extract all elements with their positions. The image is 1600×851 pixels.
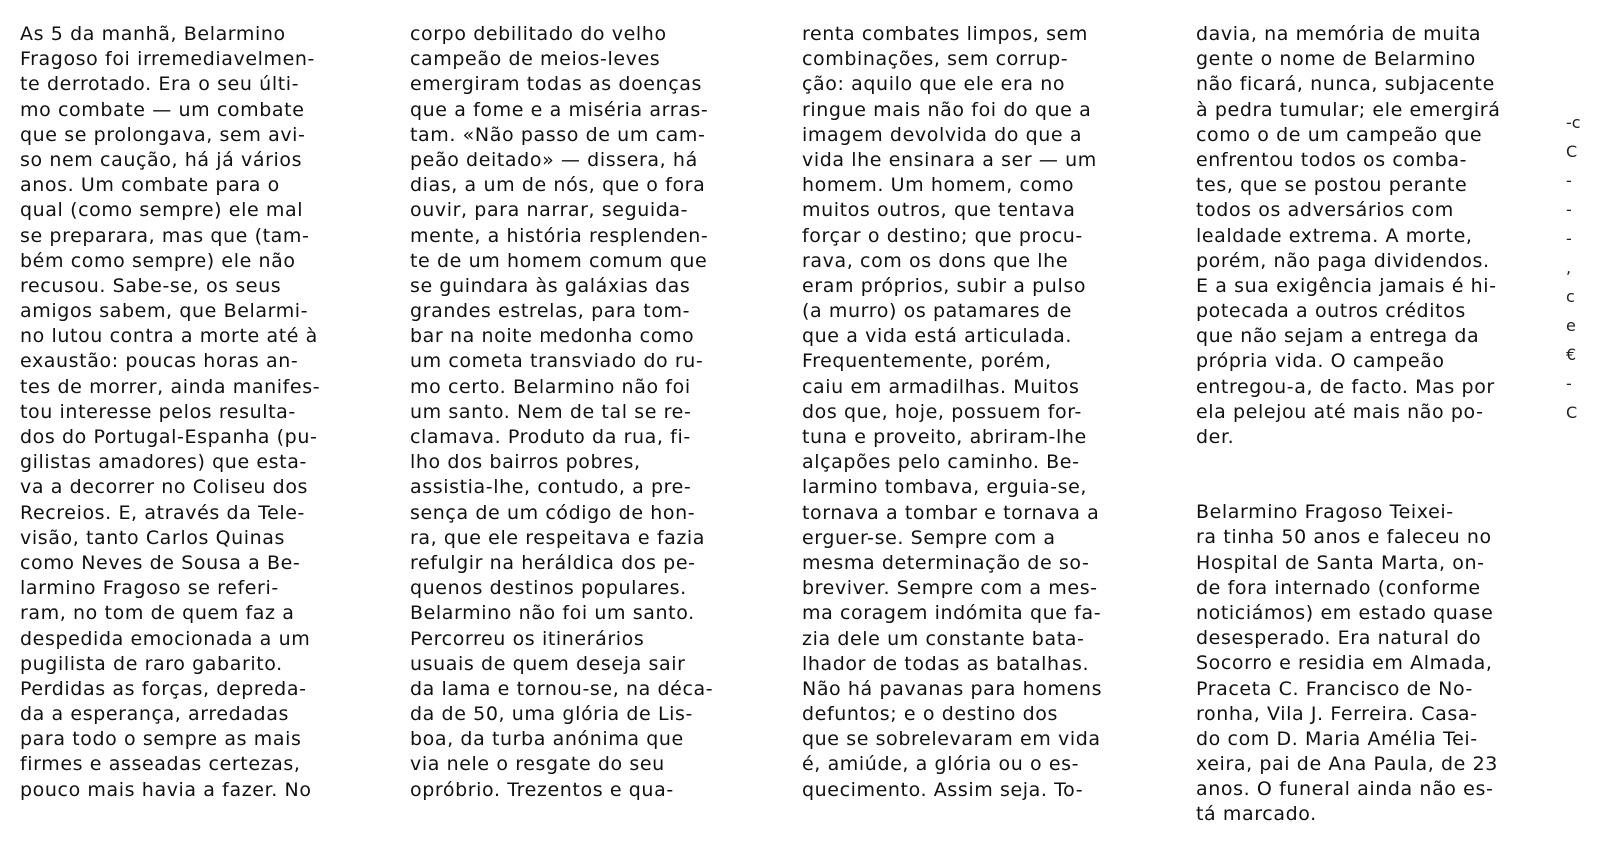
text-line: boa, da turba anónima que [410,728,684,751]
text-line: grandes estrelas, para tom- [410,300,691,323]
edge-fragment: e [1566,316,1576,335]
text-line: de fora internado (conforme [1196,576,1481,599]
text-line: forçar o destino; que procu- [802,224,1083,247]
text-line: é, amiúde, a glória ou o es- [802,753,1080,776]
text-line: Hospital de Santa Marta, on- [1196,551,1485,574]
text-line: da lama e tornou-se, na déca- [410,677,714,700]
text-line: peão deitado» — dissera, há [410,148,698,171]
text-line: combinações, sem corrup- [802,48,1069,71]
text-line: da a esperança, arredadas [20,703,289,726]
text-line: dos que, hoje, possuem for- [802,400,1082,423]
text-line: Percorreu os itinerários [410,627,645,650]
text-line: xeira, pai de Ana Paula, de 23 [1196,753,1498,776]
column-4-paragraph-main [1196,22,1556,450]
text-line: homem. Um homem, como [802,174,1075,197]
text-line: Recreios. E, através da Tele- [20,501,305,524]
edge-fragment: - [1566,374,1572,393]
text-line: para todo o sempre as mais [20,728,302,751]
text-line: que se prolongava, sem avi- [20,123,306,146]
text-line: campeão de meios-leves [410,48,661,71]
text-line: tam. «Não passo de um cam- [410,123,706,146]
edge-fragment: - [1566,200,1572,219]
text-line: desesperado. Era natural do [1196,627,1482,650]
text-line: refulgir na heráldica dos pe- [410,551,696,574]
text-line: tou interesse pelos resulta- [20,400,296,423]
text-line: enfrentou todos os comba- [1196,148,1468,171]
text-line: ra, que ele respeitava e fazia [410,526,706,549]
edge-fragment: - [1566,171,1572,190]
column-4-paragraph-obituary [1196,500,1556,827]
text-line: so nem caução, há já vários [20,148,303,171]
text-line: gilistas amadores) que esta- [20,451,307,474]
text-line: breviver. Sempre com a mes- [802,577,1098,600]
text-line: renta combates limpos, sem [802,23,1089,45]
text-line: Frequentemente, porém, [802,350,1052,373]
edge-fragment: -c [1566,113,1581,132]
text-line: ção: aquilo que ele era no [802,73,1066,96]
text-line: defuntos; e o destino dos [802,703,1058,726]
text-line: ringue mais não foi do que a [802,98,1092,121]
text-line: tes de morrer, ainda manifes- [20,375,321,398]
text-line: E a sua exigência jamais é hi- [1196,274,1497,297]
text-line: não ficará, nunca, subjacente [1196,73,1495,96]
text-line: tornava a tombar e tornava a [802,501,1100,524]
text-line: dos do Portugal-Espanha (pu- [20,426,318,448]
text-line: que a fome e a miséria arras- [410,98,709,121]
text-line: alçapões pelo caminho. Be- [802,451,1080,474]
text-line: corpo debilitado do velho [410,23,667,45]
edge-fragment: C [1566,142,1578,161]
edge-fragment: - [1566,229,1572,248]
text-line: que a vida está articulada. [802,325,1073,348]
text-line: bém como sempre) ele não [20,249,296,272]
text-line: Socorro e residia em Almada, [1196,652,1493,675]
text-line: despedida emocionada a um [20,627,311,650]
text-line: opróbrio. Trezentos e qua- [410,778,674,801]
text-line: mente, a história resplenden- [410,224,709,247]
text-line: todos os adversários com [1196,199,1454,222]
text-line: potecada a outros créditos [1196,300,1466,323]
text-line: se preparara, mas que (tam- [20,224,310,247]
article-column-1 [20,22,392,803]
text-line: te derrotado. Era o seu últi- [20,73,300,96]
text-line: da de 50, uma glória de Lis- [410,703,693,726]
text-line: assistia-lhe, contudo, a pre- [410,476,692,499]
text-line: firmes e asseadas certezas, [20,753,301,776]
edge-fragment: C [1566,403,1578,422]
edge-fragment: , [1566,258,1572,277]
text-line: ra tinha 50 anos e faleceu no [1196,526,1492,549]
text-line: lho dos bairros pobres, [410,451,641,474]
text-line: do com D. Maria Amélia Tei- [1196,727,1478,750]
text-line: gente o nome de Belarmino [1196,48,1476,71]
text-line: Não há pavanas para homens [802,677,1103,700]
text-line: anos. Um combate para o [20,174,280,197]
paragraph-gap [1196,450,1556,500]
text-line: rava, com os dons que lhe [802,249,1069,272]
text-line: sença de um código de hon- [410,501,696,524]
text-line: (a murro) os patamares de [802,300,1072,323]
text-line: lhador de todas as batalhas. [802,652,1090,675]
text-line: dias, a um de nós, que o fora [410,174,706,197]
text-line: emergiram todas as doenças [410,73,703,96]
text-line: eram próprios, subir a pulso [802,274,1087,297]
text-line: exaustão: poucas horas an- [20,350,299,373]
text-line: qual (como sempre) ele mal [20,199,304,222]
text-line: que não sejam a entrega da [1196,325,1480,348]
text-line: Perdidas as forças, depreda- [20,677,307,700]
text-line: mesma determinação de so- [802,551,1090,574]
text-line: porém, não paga dividendos. [1196,249,1490,272]
text-line: entregou-a, de facto. Mas por [1196,375,1495,398]
text-line: Belarmino Fragoso Teixei- [1196,501,1454,524]
text-line: que se sobrelevaram em vida [802,728,1101,751]
text-line: como o de um campeão que [1196,123,1483,146]
text-line: va a decorrer no Coliseu dos [20,476,309,499]
text-line: se guindara às galáxias das [410,274,691,297]
article-column-4 [1196,22,1556,828]
text-line: ram, no tom de quem faz a [20,602,295,625]
text-line: Belarmino não foi um santo. [410,602,695,625]
text-line: te de um homem comum que [410,249,708,272]
text-line: própria vida. O campeão [1196,350,1445,373]
text-line: erguer-se. Sempre com a [802,526,1056,549]
text-line: Fragoso foi irremediavelmen- [20,48,316,71]
text-line: quenos destinos populares. [410,577,687,600]
text-line: larmino Fragoso se referi- [20,577,279,600]
text-line: der. [1196,426,1235,448]
text-line: no lutou contra a morte até à [20,325,318,348]
text-line: pugilista de raro gabarito. [20,652,283,675]
text-line: caiu em armadilhas. Muitos [802,375,1080,398]
text-line: um cometa transviado do ru- [410,350,704,373]
text-line: ouvir, para narrar, seguida- [410,199,689,222]
adjacent-column-edge-fragments [1566,108,1596,422]
text-line: tuna e proveito, abriram-lhe [802,426,1087,448]
text-line: muitos outros, que tentava [802,199,1076,222]
text-line: quecimento. Assim seja. To- [802,778,1084,801]
text-line: como Neves de Sousa a Be- [20,551,301,574]
text-line: imagem devolvida do que a [802,123,1083,146]
text-line: tes, que se postou perante [1196,174,1468,197]
edge-fragment: € [1566,345,1577,364]
text-line: ronha, Vila J. Ferreira. Casa- [1196,702,1478,725]
text-line: As 5 da manhã, Belarmino [20,23,286,45]
text-line: bar na noite medonha como [410,325,695,348]
text-line: clamava. Produto da rua, fi- [410,426,691,448]
text-line: Praceta C. Francisco de No- [1196,677,1474,700]
text-line: amigos sabem, que Belarmi- [20,300,309,323]
text-line: um santo. Nem de tal se re- [410,400,692,423]
text-line: zia dele um constante bata- [802,627,1085,650]
text-line: ma coragem indómita que fa- [802,602,1102,625]
text-line: lealdade extrema. A morte, [1196,224,1473,247]
article-column-3 [802,22,1174,803]
text-line: anos. O funeral ainda não es- [1196,778,1494,801]
text-line: vida lhe ensinara a ser — um [802,148,1097,171]
text-line: pouco mais havia a fazer. No [20,778,312,801]
text-line: mo certo. Belarmino não foi [410,375,691,398]
article-column-2 [410,22,782,803]
text-line: mo combate — um combate [20,98,305,121]
text-line: usuais de quem deseja sair [410,652,686,675]
text-line: visão, tanto Carlos Quinas [20,526,286,549]
text-line: noticiámos) em estado quase [1196,601,1494,624]
text-line: davia, na memória de muita [1196,23,1482,45]
edge-fragment: c [1566,287,1575,306]
text-line: larmino tombava, erguia-se, [802,476,1088,499]
text-line: via nele o resgate do seu [410,753,665,776]
text-line: recusou. Sabe-se, os seus [20,274,282,297]
text-line: à pedra tumular; ele emergirá [1196,98,1501,121]
text-line: tá marcado. [1196,803,1317,826]
text-line: ela pelejou até mais não po- [1196,400,1484,423]
